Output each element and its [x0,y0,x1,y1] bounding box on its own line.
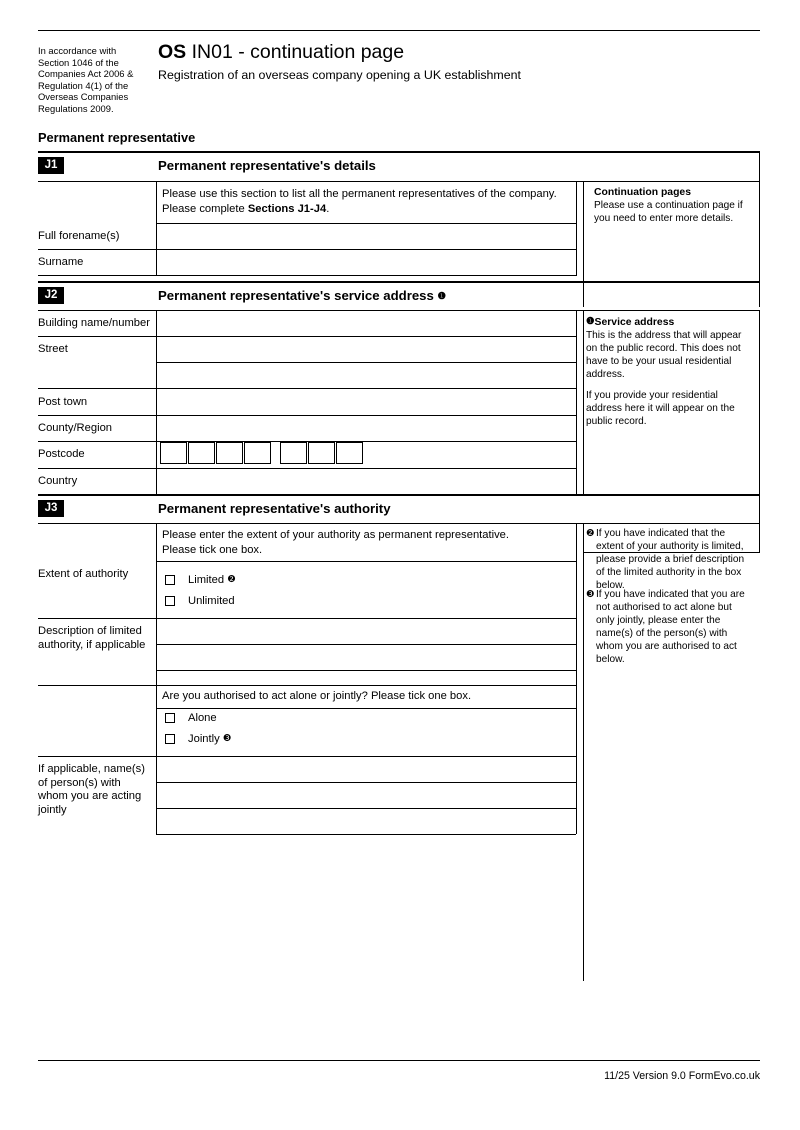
j3-left-divider [156,523,157,834]
form-page [38,30,760,1090]
section-tag-j2: J2 [38,287,64,304]
service-address-note-marker-icon: ❶ [586,316,595,327]
section-tag-j1: J1 [38,157,64,174]
label-description-limited-authority: Description of limited authority, if applicable [38,625,146,651]
form-code: OS [158,41,187,63]
post-town-rule [38,415,576,416]
description-rule-3 [38,685,576,686]
j3-title: Permanent representative's authority [158,501,391,516]
building-rule [38,336,576,337]
input-country[interactable] [158,472,573,493]
input-post-town[interactable] [158,393,573,414]
j1-outer-right-divider [759,151,760,307]
j2-side-note [586,316,752,428]
input-street-line1[interactable] [158,340,573,361]
extent-rule [38,618,576,619]
j3-right-divider [576,523,577,834]
input-description-line2[interactable] [158,649,573,670]
j1-sidebar-divider [583,181,584,307]
title-block [158,40,758,83]
service-address-marker-icon: ❶ [437,291,447,302]
j3-sidebar-divider [583,523,584,981]
j3-instruction-line1: Please enter the extent of your authority as permanent representative. [162,529,510,541]
bottom-rule [38,1060,760,1061]
postcode-box-1[interactable] [160,442,187,464]
label-unlimited: Unlimited [188,595,235,607]
j1-instruction-line1: Please use this section to list all the permanent representatives of the company. [162,188,557,200]
postcode-box-3[interactable] [216,442,243,464]
input-street-line2[interactable] [158,366,573,387]
postcode-box-4[interactable] [244,442,271,464]
j2-outer-right-divider [759,310,760,494]
label-joint-person-names: If applicable, name(s) of person(s) with whom you are acting jointly [38,763,145,816]
j3-instruction [162,528,582,557]
j2-side-note-title [586,316,752,329]
label-building-name-number: Building name/number [38,317,150,329]
j2-sidebar-divider [583,310,584,494]
label-county-region: County/Region [38,422,113,434]
label-jointly [188,733,231,747]
page-footer: 11/25 Version 9.0 FormEvo.co.uk [604,1070,760,1082]
j2-side-note-body2: If you provide your residential address here it will appear on the public record. [586,390,735,427]
j3-instruction-line2: Please tick one box. [162,543,263,556]
label-jointly-text: Jointly [188,733,220,745]
label-post-town: Post town [38,396,88,408]
postcode-box-5[interactable] [280,442,307,464]
input-joint-names-line2[interactable] [158,787,573,808]
j1-instruction-rule [156,223,576,224]
j1-side-note-title: Continuation pages [594,187,691,198]
checkbox-unlimited[interactable] [165,596,175,606]
j1-side-note-body: Please use a continuation page if you need to enter more details. [594,200,743,224]
input-surname[interactable] [158,253,573,274]
names-rule-1 [156,782,576,783]
accordance-note: In accordance with Section 1046 of the Companies Act 2006 & Regulation 4(1) of the Overseas Companies Regulations 2009. [38,45,134,114]
input-county-region[interactable] [158,419,573,440]
j1-title-rule [38,181,760,182]
input-joint-names-line3[interactable] [158,813,573,834]
alone-jointly-rule [38,756,576,757]
section-heading: Permanent representative [38,130,196,145]
input-building-name-number[interactable] [158,314,573,335]
j2-right-divider [576,310,577,494]
limited-marker-icon: ❷ [227,574,236,585]
j2-title [158,288,446,306]
names-rule-2 [156,808,576,809]
input-description-line1[interactable] [158,623,573,644]
top-rule [38,30,760,31]
page-subtitle: Registration of an overseas company opening a UK establishment [158,68,521,82]
j3-instruction-rule [156,561,576,562]
checkbox-jointly[interactable] [165,734,175,744]
j2-left-divider [156,310,157,494]
j1-left-divider [156,181,157,276]
alone-or-jointly-question: Are you authorised to act alone or jointly? Please tick one box. [162,690,472,702]
label-limited-text: Limited [188,574,225,586]
j3-top-rule [38,494,760,496]
limited-authority-note-marker-icon: ❷ [586,528,595,539]
j1-top-rule [38,151,760,153]
label-limited [188,574,236,588]
jointly-note-marker-icon: ❸ [586,589,595,600]
label-extent-of-authority: Extent of authority [38,568,129,580]
section-tag-j3: J3 [38,500,64,517]
postcode-box-6[interactable] [308,442,335,464]
j2-title-rule [38,310,760,311]
j3-side-note-2 [586,588,752,666]
checkbox-limited[interactable] [165,575,175,585]
description-rule-2 [156,670,576,671]
j1-instruction [162,187,582,216]
postcode-box-2[interactable] [188,442,215,464]
j3-outer-right-divider [759,494,760,552]
postcode-rule [38,468,576,469]
j2-top-rule [38,281,760,283]
j1-instruction-line2-pre: Please complete [162,202,248,215]
forenames-rule [38,249,576,250]
checkbox-alone[interactable] [165,713,175,723]
label-street: Street [38,343,68,355]
j2-side-note-title-text: Service address [594,317,675,328]
names-rule-3 [156,834,576,835]
street-rule-1 [156,362,576,363]
j3-side-note-1 [586,527,752,592]
description-rule-1 [156,644,576,645]
j1-side-note [594,186,760,225]
postcode-box-7[interactable] [336,442,363,464]
j1-right-divider [576,181,577,276]
label-surname: Surname [38,256,84,268]
j1-title: Permanent representative's details [158,158,376,173]
label-alone: Alone [188,712,217,724]
surname-rule [38,275,576,276]
j3-side-rule [583,552,760,553]
label-postcode: Postcode [38,448,85,460]
input-full-forenames[interactable] [158,227,573,248]
label-full-forenames: Full forename(s) [38,230,120,242]
page-title [158,40,758,64]
j3-side-note-1-text: If you have indicated that the extent of your authority is limited, please provide a brief description of the limited authority in the box below. [596,528,745,591]
label-country: Country [38,475,78,487]
j3-title-rule [38,523,760,524]
county-rule [38,441,576,442]
j1-instruction-line2-post: . [326,202,330,215]
input-joint-names-line1[interactable] [158,761,573,782]
alone-or-jointly-rule [156,708,576,709]
form-title-rest: IN01 - continuation page [186,41,405,63]
j1-instruction-sections: Sections J1-J4 [247,202,327,215]
street-rule-2 [38,388,576,389]
jointly-marker-icon: ❸ [222,733,232,744]
j2-side-note-body1: This is the address that will appear on the public record. This does not have to be your usual residential address. [586,330,742,380]
j3-side-note-2-text: If you have indicated that you are not authorised to act alone but only jointly, please enter the name(s) of the person(s) with whom you are authorised to act below. [596,589,745,665]
j2-title-text: Permanent representative's service address [158,288,434,303]
